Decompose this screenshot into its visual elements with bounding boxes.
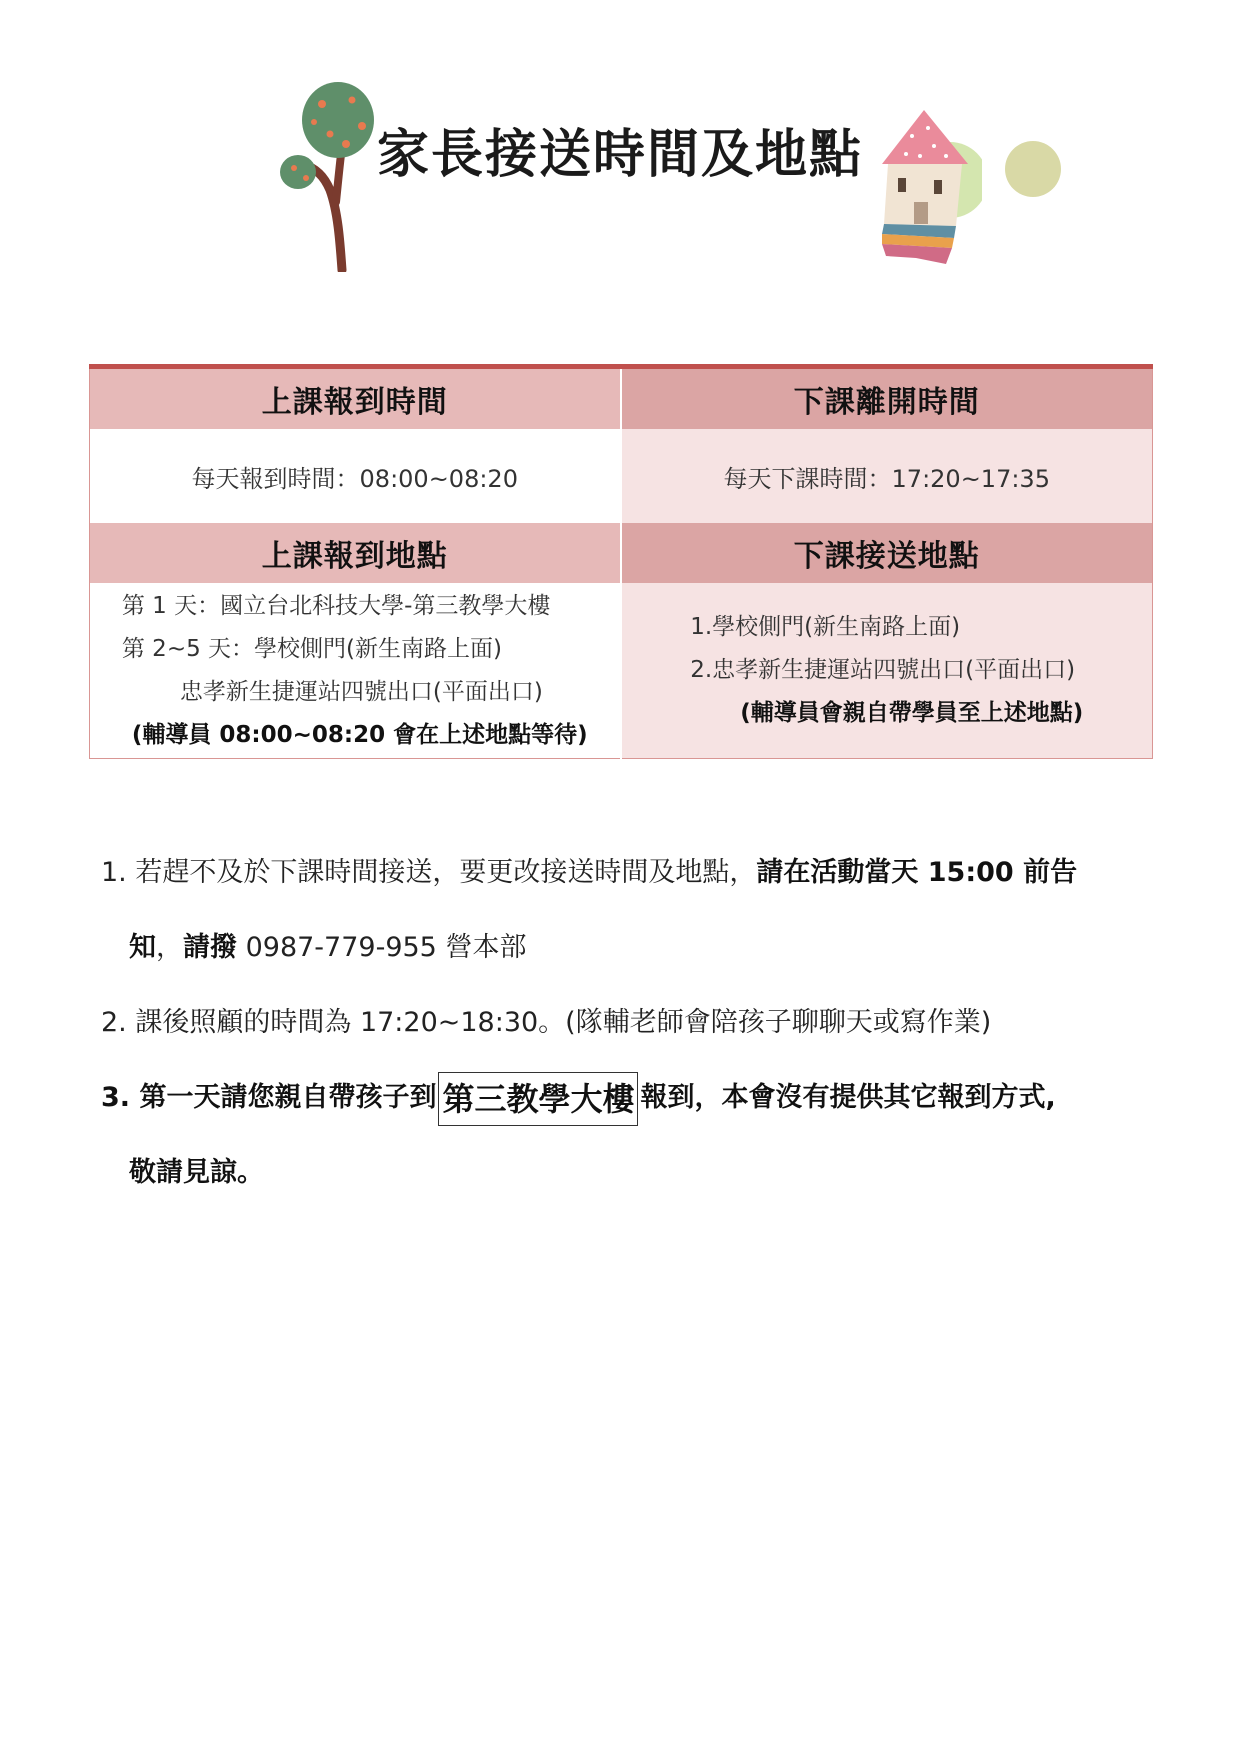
page-title: 家長接送時間及地點 — [376, 125, 863, 185]
note-text: 若趕不及於下課時間接送，要更改接送時間及地點， — [135, 857, 757, 888]
phone-number: 0987-779-955 營本部 — [245, 932, 527, 963]
dismissal-time-header: 下課離開時間 — [793, 385, 980, 420]
dismissal-time-text: 每天下課時間：17:20~17:35 — [723, 464, 1050, 493]
pickup-place-header: 下課接送地點 — [793, 539, 980, 574]
note-item-1 — [101, 835, 1161, 910]
pickup-place-line: 2.忠孝新生捷運站四號出口(平面出口) — [690, 657, 1076, 683]
note-bold-text: 請在活動當天 15:00 前告 — [756, 857, 1078, 888]
house-icon — [876, 108, 982, 266]
pickup-place-note: (輔導員會親自帶學員至上述地點) — [740, 700, 1084, 726]
checkin-time-text: 每天報到時間：08:00~08:20 — [191, 464, 518, 493]
notes-list — [101, 835, 1161, 1210]
pickup-place-header-cell — [621, 523, 1153, 583]
pickup-place-list — [690, 606, 1083, 735]
checkin-place-header: 上課報到地點 — [261, 539, 448, 574]
note-text: 課後照顧的時間為 17:20~18:30。(隊輔老師會陪孩子聊聊天或寫作業) — [135, 1007, 992, 1038]
checkin-place-note: (輔導員 08:00~08:20 會在上述地點等待) — [131, 721, 588, 748]
checkin-place-line: 第 2~5 天：學校側門(新生南路上面) — [121, 635, 502, 662]
note-number: 1. — [101, 857, 127, 888]
checkin-place-list — [122, 585, 588, 757]
note-item-3-continued — [101, 1135, 1161, 1210]
note-bold-text: 請撥 — [183, 932, 237, 963]
pickup-place-cell — [621, 583, 1153, 759]
note-text: 報到，本會沒有提供其它報到方式, — [640, 1082, 1056, 1113]
note-item-1-continued — [101, 910, 1161, 985]
checkin-time-header-cell — [90, 367, 621, 430]
note-item-3 — [101, 1060, 1161, 1135]
note-bold-text: 知 — [129, 932, 156, 963]
schedule-table — [89, 364, 1153, 759]
note-text: ， — [156, 932, 183, 963]
note-text: 第一天請您親自帶孩子到 — [139, 1082, 437, 1113]
note-text: 敬請見諒。 — [129, 1157, 264, 1188]
note-number: 2. — [101, 1007, 127, 1038]
checkin-time-header: 上課報到時間 — [261, 385, 448, 420]
checkin-place-line: 忠孝新生捷運站四號出口(平面出口) — [179, 678, 543, 705]
pickup-place-line: 1.學校側門(新生南路上面) — [690, 614, 961, 640]
page-header — [0, 0, 1240, 280]
note-item-2 — [101, 985, 1161, 1060]
checkin-place-cell — [90, 583, 621, 759]
boxed-building-name: 第三教學大樓 — [438, 1072, 638, 1126]
checkin-place-line: 第 1 天：國立台北科技大學-第三教學大樓 — [121, 592, 551, 619]
checkin-place-header-cell — [90, 523, 621, 583]
dismissal-time-header-cell — [621, 367, 1153, 430]
checkin-time-cell — [90, 429, 621, 523]
note-number: 3. — [101, 1082, 131, 1113]
dismissal-time-cell — [621, 429, 1153, 523]
sun-icon — [1002, 138, 1064, 200]
